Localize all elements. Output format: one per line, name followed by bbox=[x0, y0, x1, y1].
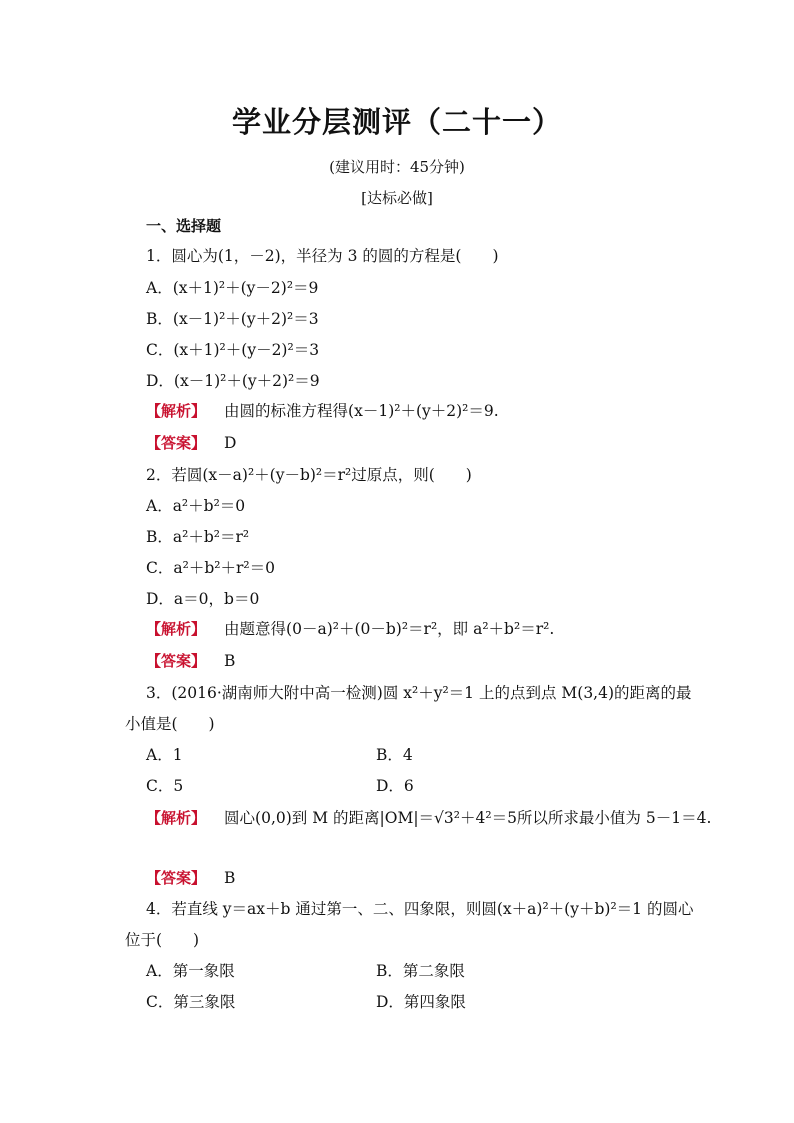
q2-option-c: C．a²＋b²＋r²＝0 bbox=[146, 559, 275, 577]
answer-tag: 【答案】 bbox=[146, 869, 207, 887]
q3-stem-line1: 3．(2016·湖南师大附中高一检测)圆 x²＋y²＝1 上的点到点 M(3,4)的距离的最 bbox=[146, 684, 692, 702]
q2-stem: 2．若圆(x－a)²＋(y－b)²＝r²过原点，则( ) bbox=[146, 466, 472, 484]
page-title: 学业分层测评（二十一） bbox=[231, 105, 562, 139]
q2-answer: 【答案】 B bbox=[146, 652, 236, 670]
q1-option-d: D．(x－1)²＋(y＋2)²＝9 bbox=[146, 372, 320, 390]
q4-option-d: D．第四象限 bbox=[376, 993, 466, 1011]
q3-option-b: B．4 bbox=[376, 746, 413, 764]
q2-analysis: 【解析】 由题意得(0－a)²＋(0－b)²＝r²，即 a²＋b²＝r². bbox=[146, 620, 555, 638]
q3-option-c: C．5 bbox=[146, 777, 184, 795]
q4-option-a: A．第一象限 bbox=[146, 962, 235, 980]
q4-option-c: C．第三象限 bbox=[146, 993, 236, 1011]
analysis-tag: 【解析】 bbox=[146, 809, 207, 827]
answer-tag: 【答案】 bbox=[146, 434, 207, 452]
q1-stem: 1．圆心为(1，－2)，半径为 3 的圆的方程是( ) bbox=[146, 247, 499, 265]
level-note: [达标必做] bbox=[361, 189, 433, 207]
q1-option-a: A．(x＋1)²＋(y－2)²＝9 bbox=[146, 279, 319, 297]
answer-tag: 【答案】 bbox=[146, 652, 207, 670]
q4-option-b: B．第二象限 bbox=[376, 962, 465, 980]
q4-stem-line2: 位于( ) bbox=[125, 931, 200, 949]
q3-answer: 【答案】 B bbox=[146, 869, 236, 887]
time-note: (建议用时：45分钟) bbox=[329, 158, 465, 176]
q1-analysis: 【解析】 由圆的标准方程得(x－1)²＋(y＋2)²＝9. bbox=[146, 402, 499, 420]
q2-option-b: B．a²＋b²＝r² bbox=[146, 528, 250, 546]
q1-option-c: C．(x＋1)²＋(y－2)²＝3 bbox=[146, 341, 320, 359]
q2-option-d: D．a＝0，b＝0 bbox=[146, 590, 260, 608]
q1-answer: 【答案】 D bbox=[146, 434, 237, 452]
analysis-tag: 【解析】 bbox=[146, 620, 207, 638]
q1-option-b: B．(x－1)²＋(y＋2)²＝3 bbox=[146, 310, 319, 328]
q4-stem-line1: 4．若直线 y＝ax＋b 通过第一、二、四象限，则圆(x＋a)²＋(y＋b)²＝1 的圆心 bbox=[146, 900, 694, 918]
q3-analysis: 【解析】 圆心(0,0)到 M 的距离|OM|＝√3²＋4²＝5所以所求最小值为 5－1＝4. bbox=[146, 809, 712, 827]
q2-option-a: A．a²＋b²＝0 bbox=[146, 497, 246, 515]
q3-option-a: A．1 bbox=[146, 746, 183, 764]
analysis-tag: 【解析】 bbox=[146, 402, 207, 420]
section-title: 一、选择题 bbox=[146, 217, 222, 235]
q3-option-d: D．6 bbox=[376, 777, 414, 795]
q3-stem-line2: 小值是( ) bbox=[125, 715, 215, 733]
